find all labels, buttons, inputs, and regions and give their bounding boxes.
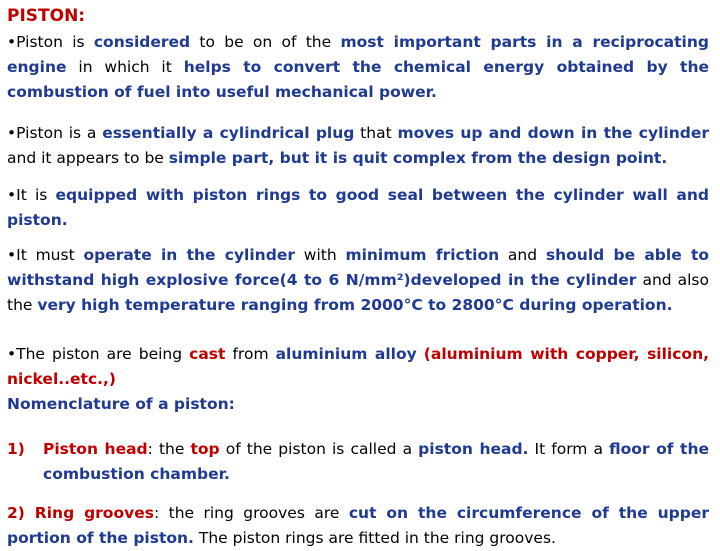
p1-highlight-convert-energy: helps to convert the chemical energy obtained by the combustion of fuel into useful mechanical power. <box>7 58 709 101</box>
p5-text-a: •The piston are being <box>7 345 190 363</box>
item1-text-d: of the piston is called a <box>219 440 419 458</box>
p4-highlight-temperature: very high temperature ranging from 2000°C to 2800°C during operation. <box>37 296 673 314</box>
item1-highlight-top: top <box>190 440 220 458</box>
p2-text-c: that <box>354 124 398 142</box>
p2-text-a: •Piston is a <box>7 124 103 142</box>
bullet-paragraph-2 <box>7 121 709 171</box>
p5-text-e <box>417 345 424 363</box>
p1-highlight-important-parts: most important parts in a reciprocating engine <box>7 33 709 76</box>
nomenclature-heading: Nomenclature of a piston: <box>7 395 235 413</box>
p2-highlight-simple-part: simple part, but it is quit complex from the design point. <box>168 149 668 167</box>
slide-content <box>7 4 709 551</box>
p2-highlight-cylindrical-plug: essentially a cylindrical plug <box>102 124 355 142</box>
p5-highlight-cast: cast <box>189 345 226 363</box>
p2-text-e: and it appears to be <box>7 149 169 167</box>
p1-text-a: •Piston is <box>7 33 94 51</box>
list-item-piston-head <box>7 437 709 487</box>
item1-term: Piston head <box>43 440 148 458</box>
p4-text-c: with <box>294 246 346 264</box>
item1-text-b: : the <box>147 440 191 458</box>
item2-highlight-cut: cut on the circumference of the upper portion of the piston. <box>7 504 709 547</box>
p4-highlight-operate: operate in the cylinder <box>83 246 295 264</box>
p3-text-a: •It is <box>7 186 56 204</box>
bullet-paragraph-4 <box>7 243 709 318</box>
page-title: PISTON: <box>7 6 86 26</box>
item1-highlight-floor: floor of the combustion chamber. <box>43 440 709 483</box>
bullet-paragraph-1 <box>7 30 709 105</box>
p1-highlight-considered: considered <box>93 33 191 51</box>
list-item-body <box>43 437 709 487</box>
item2-text-b: : the ring grooves are <box>153 504 349 522</box>
p4-highlight-min-friction: minimum friction <box>345 246 500 264</box>
p4-text-a: •It must <box>7 246 84 264</box>
p1-text-c: to be on of the <box>190 33 341 51</box>
item2-term: 2) Ring grooves <box>7 504 154 522</box>
item2-text-d: The piston rings are fitted in the ring grooves. <box>193 529 556 547</box>
list-number: 1) <box>7 440 25 458</box>
p3-highlight-piston-rings: equipped with piston rings to good seal between the cylinder wall and piston. <box>7 186 709 229</box>
bullet-paragraph-5 <box>7 342 709 417</box>
item1-text-f: It form a <box>528 440 610 458</box>
p5-highlight-alloy: aluminium alloy <box>275 345 417 363</box>
p4-text-e: and <box>499 246 546 264</box>
p4-highlight-withstand: should be able to withstand high explosive force(4 to 6 N/mm²)developed in the cylinder <box>7 246 710 289</box>
p5-text-c: from <box>225 345 276 363</box>
bullet-paragraph-3 <box>7 183 709 233</box>
p4-text-g: and also the <box>7 271 709 314</box>
p1-text-e: in which it <box>66 58 184 76</box>
list-item-ring-grooves <box>7 501 709 551</box>
item1-highlight-piston-head: piston head. <box>418 440 529 458</box>
p2-highlight-moves: moves up and down in the cylinder <box>397 124 710 142</box>
p5-highlight-composition: (aluminium with copper, silicon, nickel..etc.,) <box>7 345 709 388</box>
